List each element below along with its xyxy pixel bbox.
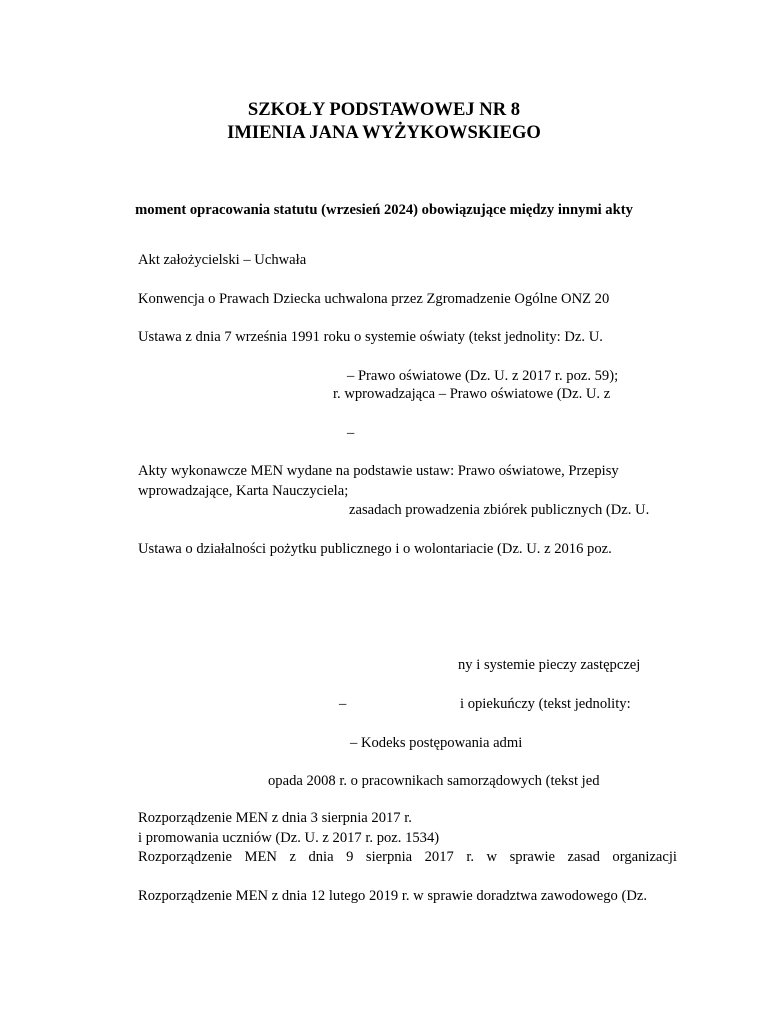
text-line: Ustawa z dnia 7 września 1991 roku o systemie oświaty (tekst jednolity: Dz. U.	[138, 329, 603, 345]
text-line: –	[347, 425, 355, 441]
page-title-line-2: IMIENIA JANA WYŻYKOWSKIEGO	[227, 122, 541, 143]
text-line: Akty wykonawcze MEN wydane na podstawie ustaw: Prawo oświatowe, Przepisy	[138, 463, 619, 479]
text-line: Rozporządzenie MEN z dnia 9 sierpnia 2017 r. w sprawie zasad organizacji	[138, 849, 677, 865]
page-title-line-1: SZKOŁY PODSTAWOWEJ NR 8	[247, 99, 521, 120]
text-line: zasadach prowadzenia zbiórek publicznych (Dz. U.	[349, 502, 650, 518]
text-line: – Prawo oświatowe (Dz. U. z 2017 r. poz. 59);	[347, 368, 619, 384]
text-line: Rozporządzenie MEN z dnia 12 lutego 2019 r. w sprawie doradztwa zawodowego (Dz.	[138, 888, 647, 904]
text-line: Konwencja o Prawach Dziecka uchwalona przez Zgromadzenie Ogólne ONZ 20	[138, 291, 610, 307]
text-line: Ustawa o działalności pożytku publicznego i o wolontariacie (Dz. U. z 2016 poz.	[138, 541, 612, 557]
text-line: ny i systemie pieczy zastępczej	[458, 657, 641, 673]
text-line: opada 2008 r. o pracownikach samorządowych (tekst jed	[268, 773, 600, 789]
text-line: –	[339, 696, 347, 712]
intro-paragraph: moment opracowania statutu (wrzesień 2024) obowiązujące między innymi akty	[135, 202, 633, 218]
text-line: r. wprowadzająca – Prawo oświatowe (Dz. U. z	[333, 386, 611, 402]
text-line: i promowania uczniów (Dz. U. z 2017 r. poz. 1534)	[138, 830, 440, 846]
text-line: Rozporządzenie MEN z dnia 3 sierpnia 2017 r.	[138, 810, 412, 826]
text-line: Akt założycielski – Uchwała	[138, 252, 307, 268]
text-line: – Kodeks postępowania admi	[350, 735, 523, 751]
text-line: i opiekuńczy (tekst jednolity:	[460, 696, 631, 712]
text-line: wprowadzające, Karta Nauczyciela;	[138, 483, 349, 499]
